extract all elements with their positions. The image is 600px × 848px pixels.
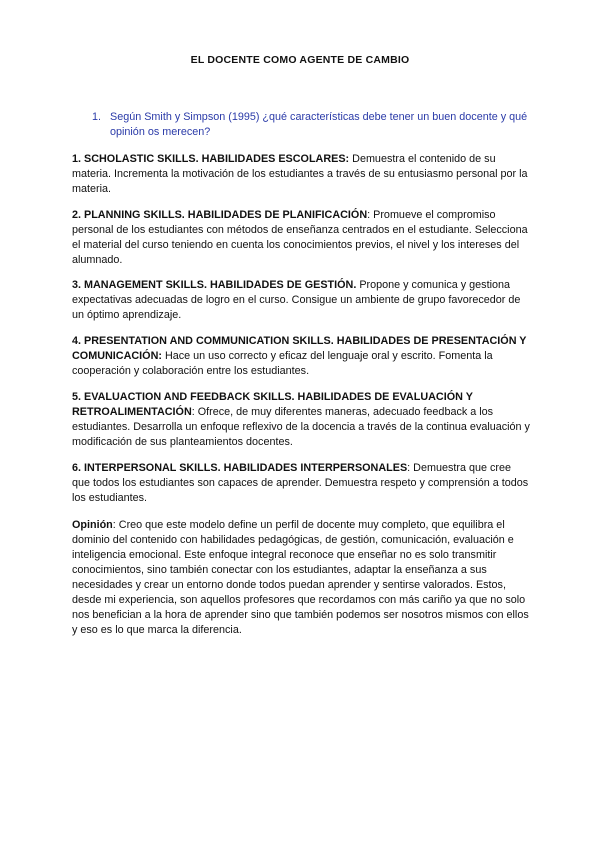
skill-body: : Ofrece, de muy diferentes maneras, adecuado feedback a los estudiantes. Desarrolla un enfoque reflexivo de la docencia a través de la continua evaluación y modificación de sus planteamientos docentes. bbox=[72, 406, 530, 448]
question-number: 1. bbox=[92, 111, 102, 123]
skill-management bbox=[72, 278, 530, 323]
skill-interpersonal bbox=[72, 461, 530, 506]
skill-body: : Demuestra que cree que todos los estudiantes son capaces de aprender. Demuestra respeto y comprensión a todos los estudiantes. bbox=[72, 462, 529, 504]
skill-heading: 4. PRESENTATION AND COMMUNICATION SKILLS. HABILIDADES DE PRESENTACIÓN Y COMUNICACIÓN: bbox=[72, 335, 527, 362]
opinion-body: : Creo que este modelo define un perfil de docente muy completo, que equilibra el dominio del contenido con habilidades pedagógicas, de gestión, comunicación, evaluación e inteligencia emocional. Este enfoque integral reconoce que enseñar no es solo transmitir conocimientos, sino también conectar con los estudiantes, adaptar la enseñanza a sus necesidades y crear un entorno donde todos puedan aprender y sentirse valorados. Estos, desde mi experiencia, son aquellos profesores que recordamos con más cariño ya que no solo nos benefician a la hora de aprender sino que también podemos ser nosotros mismos con ellos y eso es lo que marca la diferencia. bbox=[72, 519, 529, 636]
skill-body: : Promueve el compromiso personal de los estudiantes con métodos de enseñanza centrados en el estudiante. Selecciona el material del curso teniendo en cuenta los conocimientos previos, el nivel y los intereses del alumnado. bbox=[72, 209, 528, 266]
skill-planning bbox=[72, 208, 530, 268]
skill-evaluation bbox=[72, 390, 530, 450]
skill-body: Propone y comunica y gestiona expectativas adecuadas de logro en el curso. Consigue un ambiente de grupo favorecedor de un óptimo aprendizaje. bbox=[72, 279, 521, 321]
skill-presentation bbox=[72, 334, 530, 379]
skill-heading: 6. INTERPERSONAL SKILLS. HABILIDADES INTERPERSONALES bbox=[72, 462, 408, 474]
opinion-heading: Opinión bbox=[72, 519, 113, 531]
document-title: EL DOCENTE COMO AGENTE DE CAMBIO bbox=[190, 54, 410, 66]
skill-body: Demuestra el contenido de su materia. Incrementa la motivación de los estudiantes a través de su entusiasmo personal por la materia. bbox=[72, 153, 528, 195]
skill-heading: 5. EVALUACTION AND FEEDBACK SKILLS. HABILIDADES DE EVALUACIÓN Y RETROALIMENTACIÓN bbox=[72, 391, 473, 418]
question-text: Según Smith y Simpson (1995) ¿qué características debe tener un buen docente y qué opinión os merecen? bbox=[110, 111, 528, 138]
skill-scholastic bbox=[72, 152, 530, 197]
question-item bbox=[92, 110, 532, 140]
skill-heading: 1. SCHOLASTIC SKILLS. HABILIDADES ESCOLARES: bbox=[72, 153, 350, 165]
skill-body: Hace un uso correcto y eficaz del lenguaje oral y escrito. Fomenta la cooperación y colaboración entre los estudiantes. bbox=[72, 350, 493, 377]
skill-heading: 3. MANAGEMENT SKILLS. HABILIDADES DE GESTIÓN. bbox=[72, 279, 357, 291]
skill-heading: 2. PLANNING SKILLS. HABILIDADES DE PLANIFICACIÓN bbox=[72, 209, 368, 221]
opinion-paragraph bbox=[72, 518, 530, 638]
